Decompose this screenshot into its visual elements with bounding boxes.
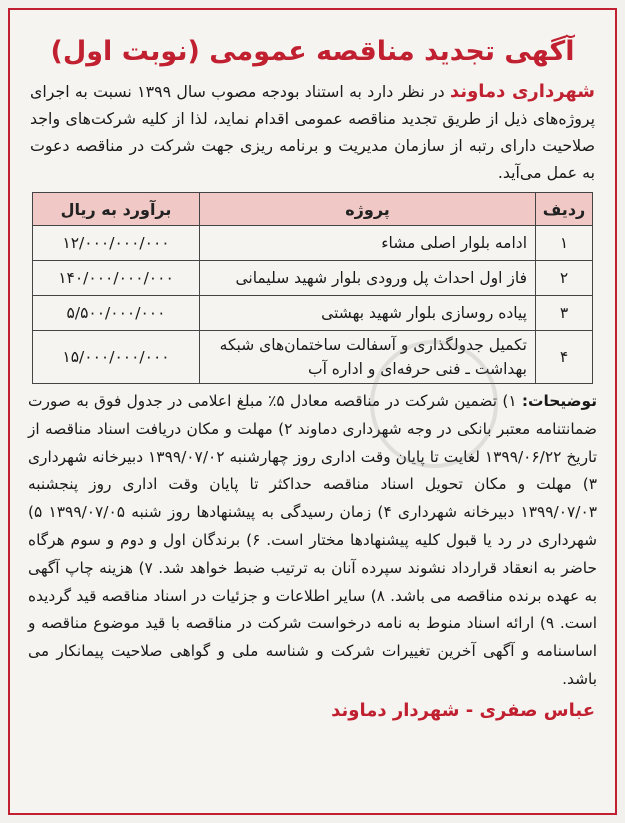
table-row bbox=[33, 331, 593, 384]
row-project: پیاده روسازی بلوار شهید بهشتی bbox=[200, 296, 536, 331]
row-number: ۱ bbox=[536, 226, 593, 261]
table-header-row bbox=[33, 193, 593, 226]
intro-text: در نظر دارد به استناد بودجه مصوب سال ۱۳۹۹ نسبت به اجرای پروژه‌های ذیل از طریق تجدید مناقصه عمومی اقدام نماید، لذا از کلیه شرکت‌های واجد صلاحیت دارای رتبه از سازمان مدیریت و برنامه ریزی جهت شرکت در مناقصه دعوت به عمل می‌آید. bbox=[30, 82, 595, 182]
row-number: ۲ bbox=[536, 261, 593, 296]
notes-text: ۱) تضمین شرکت در مناقصه معادل ۵٪ مبلغ اعلامی در جدول فوق به صورت ضمانتنامه معتبر بانکی در وجه شهرداری دماوند ۲) مهلت و مکان دریافت اسناد مناقصه از تاریخ ۱۳۹۹/۰۶/۲۲ لغایت تا پایان وقت اداری روز چهارشنبه ۱۳۹۹/۰۷/۰۲ دبیرخانه شهرداری ۳) مهلت و مکان تحویل اسناد مناقصه حداکثر تا پایان وقت اداری روز پنجشنبه ۱۳۹۹/۰۷/۰۳ دبیرخانه شهرداری ۴) زمان رسیدگی به پیشنهادها روز شنبه ۱۳۹۹/۰۷/۰۵ ۵) شهرداری در رد یا قبول کلیه پیشنهادها مختار است. ۶) برندگان اول و دوم و سوم هرگاه حاضر به انعقاد قرارداد نشوند سپرده آنان به ترتیب ضبط خواهد شد. ۷) هزینه چاپ آگهی به عهده برنده مناقصه می باشد. ۸) سایر اطلاعات و جزئیات در اسناد مناقصه قید گردیده است. ۹) ارائه اسناد منوط به نامه درخواست شرکت در مناقصه با قید موضوع مناقصه و اساسنامه و آگهی آخرین تغییرات شرکت و شناسه ملی و گواهی صلاحیت پیمانکار می باشد. bbox=[28, 392, 597, 688]
row-amount: ۱۴۰/۰۰۰/۰۰۰/۰۰۰ bbox=[33, 261, 200, 296]
row-project: تکمیل جدولگذاری و آسفالت ساختمان‌های شبکه بهداشت ـ فنی حرفه‌ای و اداره آب bbox=[200, 331, 536, 384]
row-project: فاز اول احداث پل ورودی بلوار شهید سلیمانی bbox=[200, 261, 536, 296]
municipality-name: شهرداری دماوند bbox=[449, 81, 595, 102]
notice-page bbox=[8, 8, 617, 815]
table-row bbox=[33, 296, 593, 331]
table-row bbox=[33, 226, 593, 261]
table-row bbox=[33, 261, 593, 296]
row-project: ادامه بلوار اصلی مشاء bbox=[200, 226, 536, 261]
row-number: ۴ bbox=[536, 331, 593, 384]
notes-label: توضیحات: bbox=[521, 392, 597, 410]
signature: عباس صفری - شهردار دماوند bbox=[331, 699, 595, 721]
header-row-number: ردیف bbox=[536, 193, 593, 226]
projects-table bbox=[32, 192, 593, 384]
row-amount: ۵/۵۰۰/۰۰۰/۰۰۰ bbox=[33, 296, 200, 331]
row-number: ۳ bbox=[536, 296, 593, 331]
notes-paragraph bbox=[28, 388, 597, 694]
header-estimate: برآورد به ریال bbox=[33, 193, 200, 226]
header-project: پروژه bbox=[200, 193, 536, 226]
intro-paragraph bbox=[30, 78, 595, 186]
row-amount: ۱۵/۰۰۰/۰۰۰/۰۰۰ bbox=[33, 331, 200, 384]
row-amount: ۱۲/۰۰۰/۰۰۰/۰۰۰ bbox=[33, 226, 200, 261]
notice-title: آگهی تجدید مناقصه عمومی (نوبت اول) bbox=[50, 36, 575, 67]
